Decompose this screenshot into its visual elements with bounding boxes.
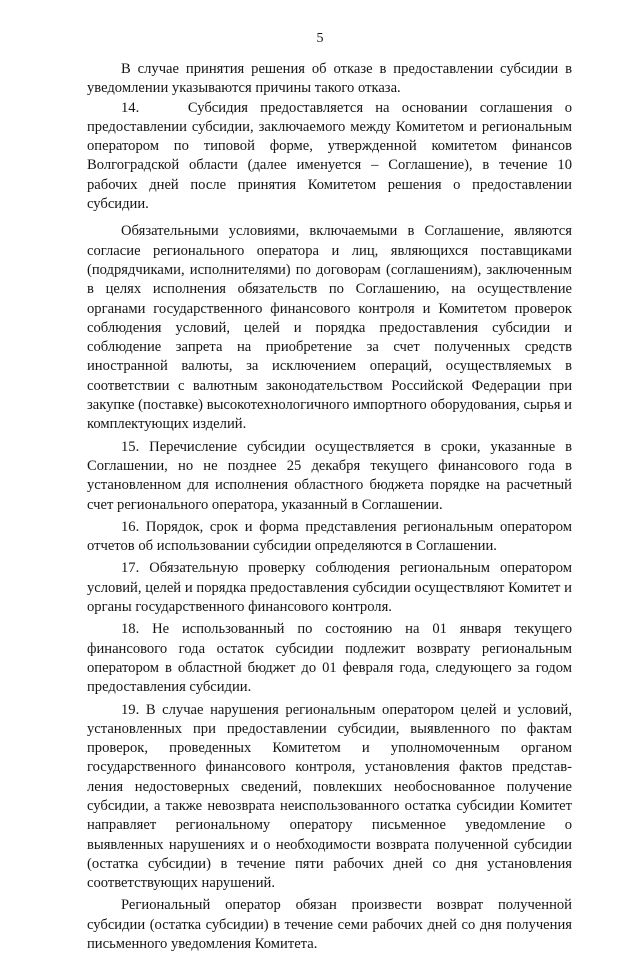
- paragraph-refusal-reasons: В случае принятия решения об отказе в предоставлении субсидии в уведомлении указываются причины такого отказа.: [87, 61, 572, 97]
- paragraph-19-violations: 19. В случае нарушения региональным оператором целей и условий, установленных при предоставлении субсидии, выявленного по фактам проверок, проведенных Комитетом и уполномоченным органом государственного финансового контроля, установления фактов представления недостоверных сведений, повлекших необоснованное получение субсидии, а также невозврата неиспользованного остатка субсидии Комитет направляет региональному оператору письменное уведомление о выявленных нарушениях и о необходимости возврата полученной субсидии (остатка субсидии) в течение пяти рабочих дней со дня установления соответствующих нарушений.: [87, 701, 572, 892]
- paragraph-14-agreement: 14. Субсидия предоставляется на основании соглашения о предоставлении субсидии, заключаемого между Комитетом и региональным оператором по типовой форме, утвержденной комитетом финансов Волгоградской области (далее именуется – Соглашение), в течение 10 рабочих дней после принятия Комитетом решения о предоставлении субсидии.: [87, 99, 572, 213]
- paragraph-15-transfer: 15. Перечисление субсидии осуществляется в сроки, указанные в Соглашении, но не позднее 25 декабря текущего финансового года в установленном для исполнения областного бюджета порядке на расчетный счет регионального оператора, указанный в Соглашении.: [87, 438, 572, 513]
- paragraph-18-unused-balance: 18. Не использованный по состоянию на 01 января текущего финансового года остаток субсидии подлежит возврату региональным оператором в областной бюджет до 01 февраля года, следующего за годом предоставления субсидии.: [87, 621, 572, 696]
- paragraph-return-obligation: Региональный оператор обязан произвести возврат полученной субсидии (остатка субсидии) в течение семи рабочих дней со дня получения письменного уведомления Комитета.: [87, 897, 572, 953]
- paragraph-16-reporting: 16. Порядок, срок и форма представления региональным оператором отчетов об использовании субсидии определяются в Соглашении.: [87, 518, 572, 555]
- page-number: 5: [316, 31, 324, 46]
- paragraph-17-audit: 17. Обязательную проверку соблюдения региональным оператором условий, целей и порядка предоставления субсидии осуществляют Комитет и органы государственного финансового контроля.: [87, 560, 572, 616]
- document-body: [87, 60, 572, 954]
- paragraph-mandatory-conditions: Обязательными условиями, включаемыми в Соглашение, являются согласие регионального оператора и лиц, являющихся поставщиками (подрядчиками, исполнителями) по договорам (соглашениям), заключенным в целях исполнения обязательств по Соглашению, на осуществление органами государственного финансового контроля и Комитетом проверок соблюдения условий, целей и порядка предоставления субсидии и соблюдение запрета на приобретение за счет полученных средств иностранной валюты, за исключением операций, осуществляемых в соответствии с валютным законодательством Российской Федерации при закупке (поставке) высокотехнологичного импортного оборудования, сырья и комплектующих изделий.: [87, 223, 572, 433]
